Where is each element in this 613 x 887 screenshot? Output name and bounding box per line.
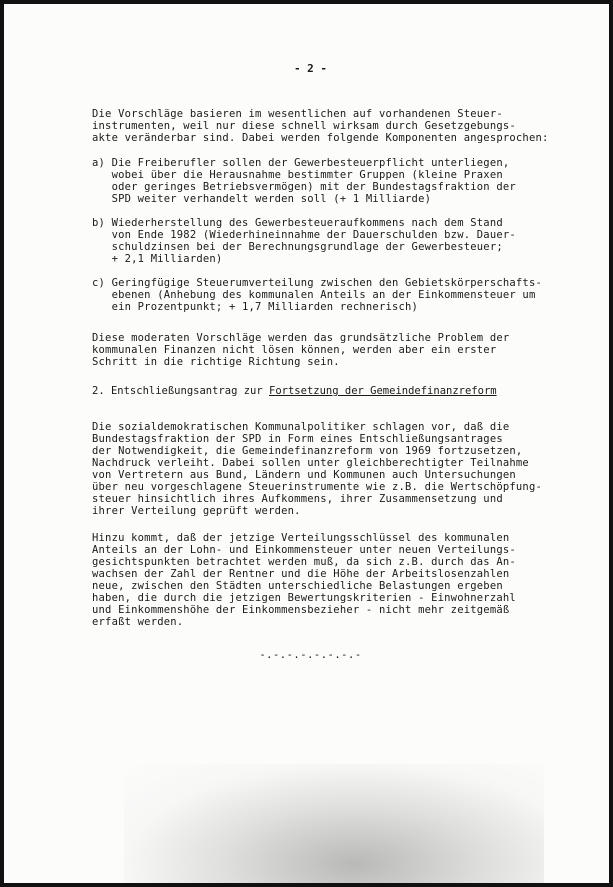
text-line: von Vertretern aus Bund, Ländern und Kommunen auch Untersuchungen bbox=[92, 469, 516, 481]
text-line: Diese moderaten Vorschläge werden das grundsätzliche Problem der bbox=[92, 332, 510, 344]
text-line: ein Prozentpunkt; + 1,7 Milliarden rechnerisch) bbox=[92, 301, 419, 313]
section-heading-prefix: 2. Entschließungsantrag zur bbox=[92, 385, 270, 397]
text-line: Schritt in die richtige Richtung sein. bbox=[92, 356, 340, 368]
text-line: c) Geringfügige Steuerumverteilung zwischen den Gebietskörperschafts- bbox=[92, 277, 542, 289]
text-line: erfaßt werden. bbox=[92, 616, 184, 628]
section-heading-underlined: Fortsetzung der Gemeindefinanzreform bbox=[269, 385, 497, 397]
text-line: kommunalen Finanzen nicht lösen können, werden aber ein erster bbox=[92, 344, 497, 356]
text-line: von Ende 1982 (Wiederhineinnahme der Dauerschulden bzw. Dauer- bbox=[92, 229, 516, 241]
text-line: Die sozialdemokratischen Kommunalpolitiker schlagen vor, daß die bbox=[92, 421, 510, 433]
text-line: SPD weiter verhandelt werden soll (+ 1 Milliarde) bbox=[92, 193, 432, 205]
text-line: oder geringes Betriebsvermögen) mit der Bundestagsfraktion der bbox=[92, 181, 516, 193]
text-line: steuer hinsichtlich ihres Aufkommens, ihrer Zusammensetzung und bbox=[92, 493, 503, 505]
text-line: + 2,1 Milliarden) bbox=[92, 253, 223, 265]
text-line: Die Vorschläge basieren im wesentlichen auf vorhandenen Steuer- bbox=[92, 108, 503, 120]
text-line: ihrer Verteilung geprüft werden. bbox=[92, 505, 301, 517]
text-line: haben, die durch die jetzigen Bewertungskriterien - Einwohnerzahl bbox=[92, 592, 516, 604]
text-line: der Notwendigkeit, die Gemeindefinanzreform von 1969 fortzusetzen, bbox=[92, 445, 523, 457]
text-line: neue, zwischen den Städten unterschiedliche Belastungen ergeben bbox=[92, 580, 503, 592]
text-line: Bundestagsfraktion der SPD in Form eines Entschließungsantrages bbox=[92, 433, 503, 445]
text-line: schuldzinsen bei der Berechnungsgrundlage der Gewerbesteuer; bbox=[92, 241, 503, 253]
scan-smudge bbox=[124, 764, 544, 887]
text-line: Nachdruck verleiht. Dabei sollen unter gleichberechtigter Teilnahme bbox=[92, 457, 529, 469]
section-separator: -.-.-.-.-.-.-.- bbox=[259, 649, 362, 661]
text-line: und Einkommenshöhe der Einkommensbezieher - nicht mehr zeitgemäß bbox=[92, 604, 510, 616]
text-line: a) Die Freiberufler sollen der Gewerbesteuerpflicht unterliegen, bbox=[92, 157, 510, 169]
text-line: akte veränderbar sind. Dabei werden folgende Komponenten angesprochen: bbox=[92, 132, 549, 144]
text-line: wobei über die Herausnahme bestimmter Gruppen (kleine Praxen bbox=[92, 169, 503, 181]
text-line: ebenen (Anhebung des kommunalen Anteils an der Einkommensteuer um bbox=[92, 289, 536, 301]
text-line: instrumenten, weil nur diese schnell wirksam durch Gesetzgebungs- bbox=[92, 120, 516, 132]
section-heading bbox=[92, 385, 497, 397]
text-line: Hinzu kommt, daß der jetzige Verteilungsschlüssel des kommunalen bbox=[92, 532, 510, 544]
text-line: wachsen der Zahl der Rentner und die Höhe der Arbeitslosenzahlen bbox=[92, 568, 510, 580]
text-line: über neu vorgeschlagene Steuerinstrumente wie z.B. die Wertschöpfung- bbox=[92, 481, 542, 493]
page-number: - 2 - bbox=[293, 62, 328, 75]
text-line: b) Wiederherstellung des Gewerbesteueraufkommens nach dem Stand bbox=[92, 217, 503, 229]
text-line: gesichtspunkten betrachtet werden muß, da sich z.B. durch das An- bbox=[92, 556, 516, 568]
text-line: Anteils an der Lohn- und Einkommensteuer unter neuen Verteilungs- bbox=[92, 544, 516, 556]
